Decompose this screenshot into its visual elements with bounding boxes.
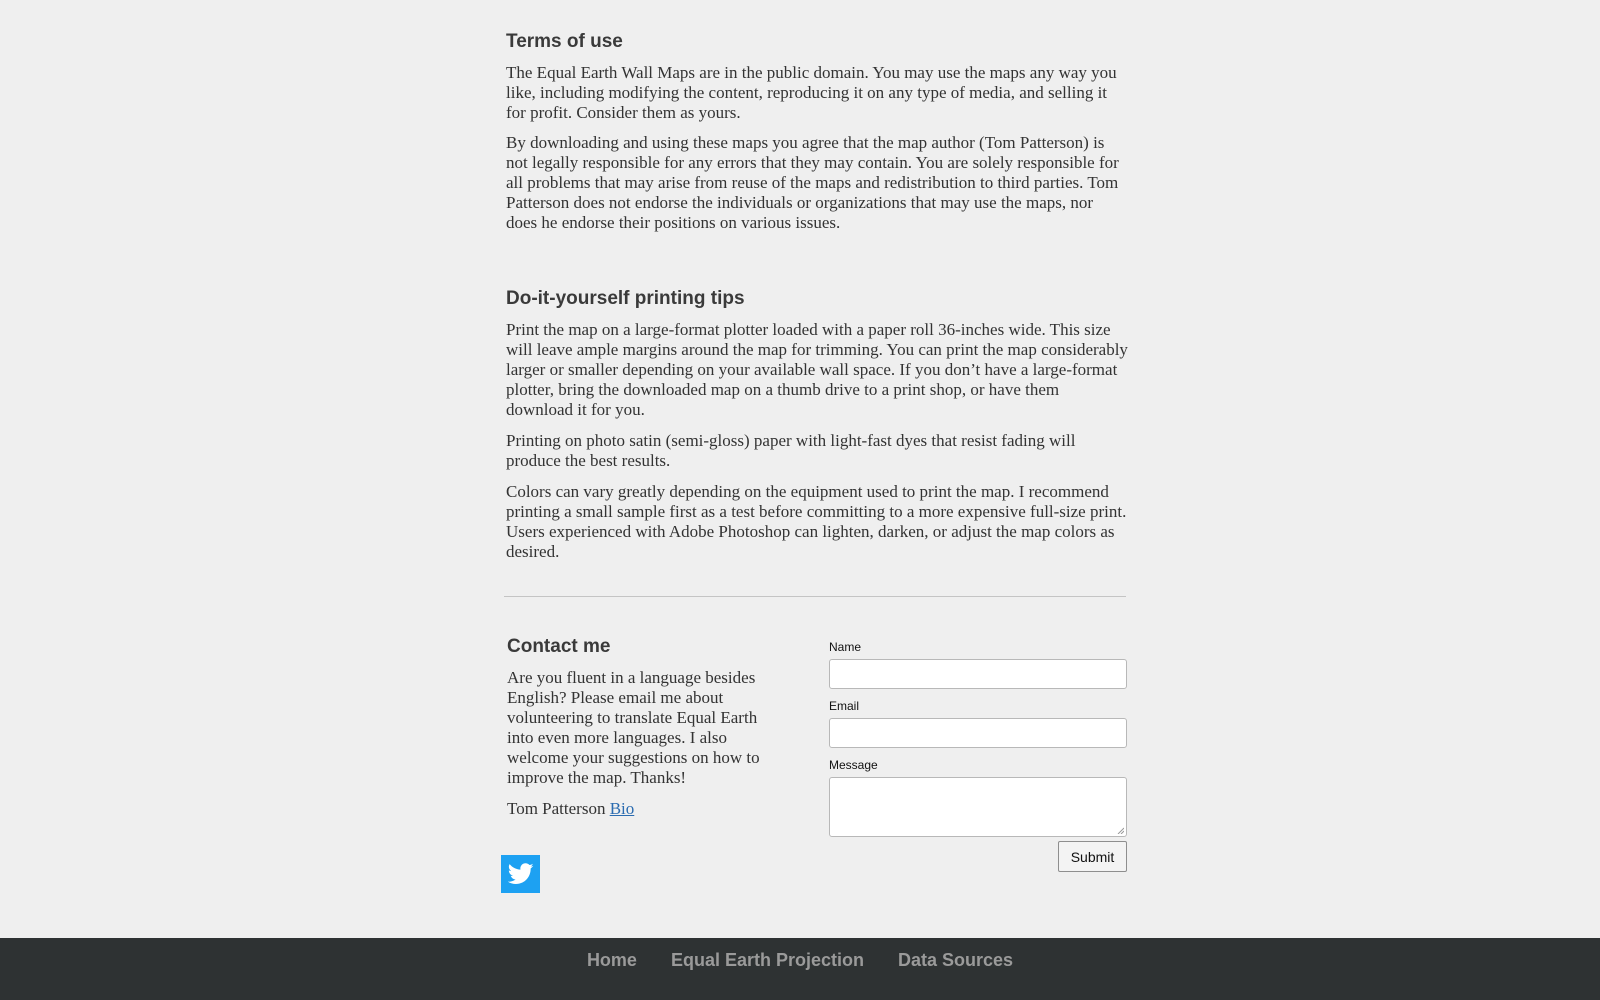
terms-paragraph: The Equal Earth Wall Maps are in the public domain. You may use the maps any way you like, including modifying the content, reproducing it on any type of media, and selling it for profit. Consider them as yours. xyxy=(506,63,1117,122)
author-line xyxy=(507,799,767,819)
contact-heading: Contact me xyxy=(507,636,611,657)
terms-paragraph: By downloading and using these maps you agree that the map author (Tom Patterson) is not legally responsible for any errors that they may contain. You are solely responsible for all problems that may arise from reuse of the maps and redistribution to third parties. Tom Patterson does not endorse the individuals or organizations that may use the maps, nor does he endorse their positions on various issues. xyxy=(506,133,1119,232)
printing-tips-paragraph: Printing on photo satin (semi-gloss) paper with light-fast dyes that resist fading will produce the best results. xyxy=(506,431,1076,470)
name-label: Name xyxy=(829,640,862,654)
footer-link-home[interactable]: Home xyxy=(586,950,637,970)
name-input[interactable] xyxy=(829,659,1127,689)
email-input[interactable] xyxy=(829,718,1127,748)
twitter-button[interactable] xyxy=(501,855,540,893)
printing-tips-section xyxy=(506,287,1128,562)
printing-tips-paragraph: Print the map on a large-format plotter loaded with a paper roll 36-inches wide. This size will leave ample margins around the map for trimming. You can print the map considerably larger or smaller depending on your available wall space. If you don’t have a large-format plotter, bring the downloaded map on a thumb drive to a print shop, or have them download it for you. xyxy=(506,320,1128,419)
contact-paragraph: Are you fluent in a language besides English? Please email me about volunteering to translate Equal Earth into even more languages. I also welcome your suggestions on how to improve the map. Thanks! xyxy=(507,668,760,787)
submit-button[interactable]: Submit xyxy=(1058,841,1127,872)
author-name: Tom Patterson xyxy=(507,799,606,818)
contact-form xyxy=(829,640,1127,872)
printing-tips-heading: Do-it-yourself printing tips xyxy=(506,288,745,309)
footer-link-equal-earth-projection[interactable]: Equal Earth Projection xyxy=(670,950,864,970)
email-label: Email xyxy=(829,699,860,713)
printing-tips-paragraph: Colors can vary greatly depending on the equipment used to print the map. I recommend printing a small sample first as a test before committing to a more expensive full-size print. Users experienced with Adobe Photoshop can lighten, darken, or adjust the map colors as desired. xyxy=(506,482,1127,561)
footer-link-data-sources[interactable]: Data Sources xyxy=(898,950,1014,970)
bio-link[interactable]: Bio xyxy=(609,799,635,818)
section-divider xyxy=(504,596,1126,597)
twitter-icon xyxy=(508,863,534,885)
resize-grip-icon[interactable] xyxy=(1117,827,1124,834)
message-textarea[interactable] xyxy=(829,777,1127,837)
footer-nav xyxy=(0,950,1600,971)
terms-of-use-section xyxy=(506,30,1128,233)
message-label: Message xyxy=(829,758,878,772)
contact-section xyxy=(507,635,767,819)
terms-heading: Terms of use xyxy=(506,31,623,52)
site-footer xyxy=(0,938,1600,1000)
